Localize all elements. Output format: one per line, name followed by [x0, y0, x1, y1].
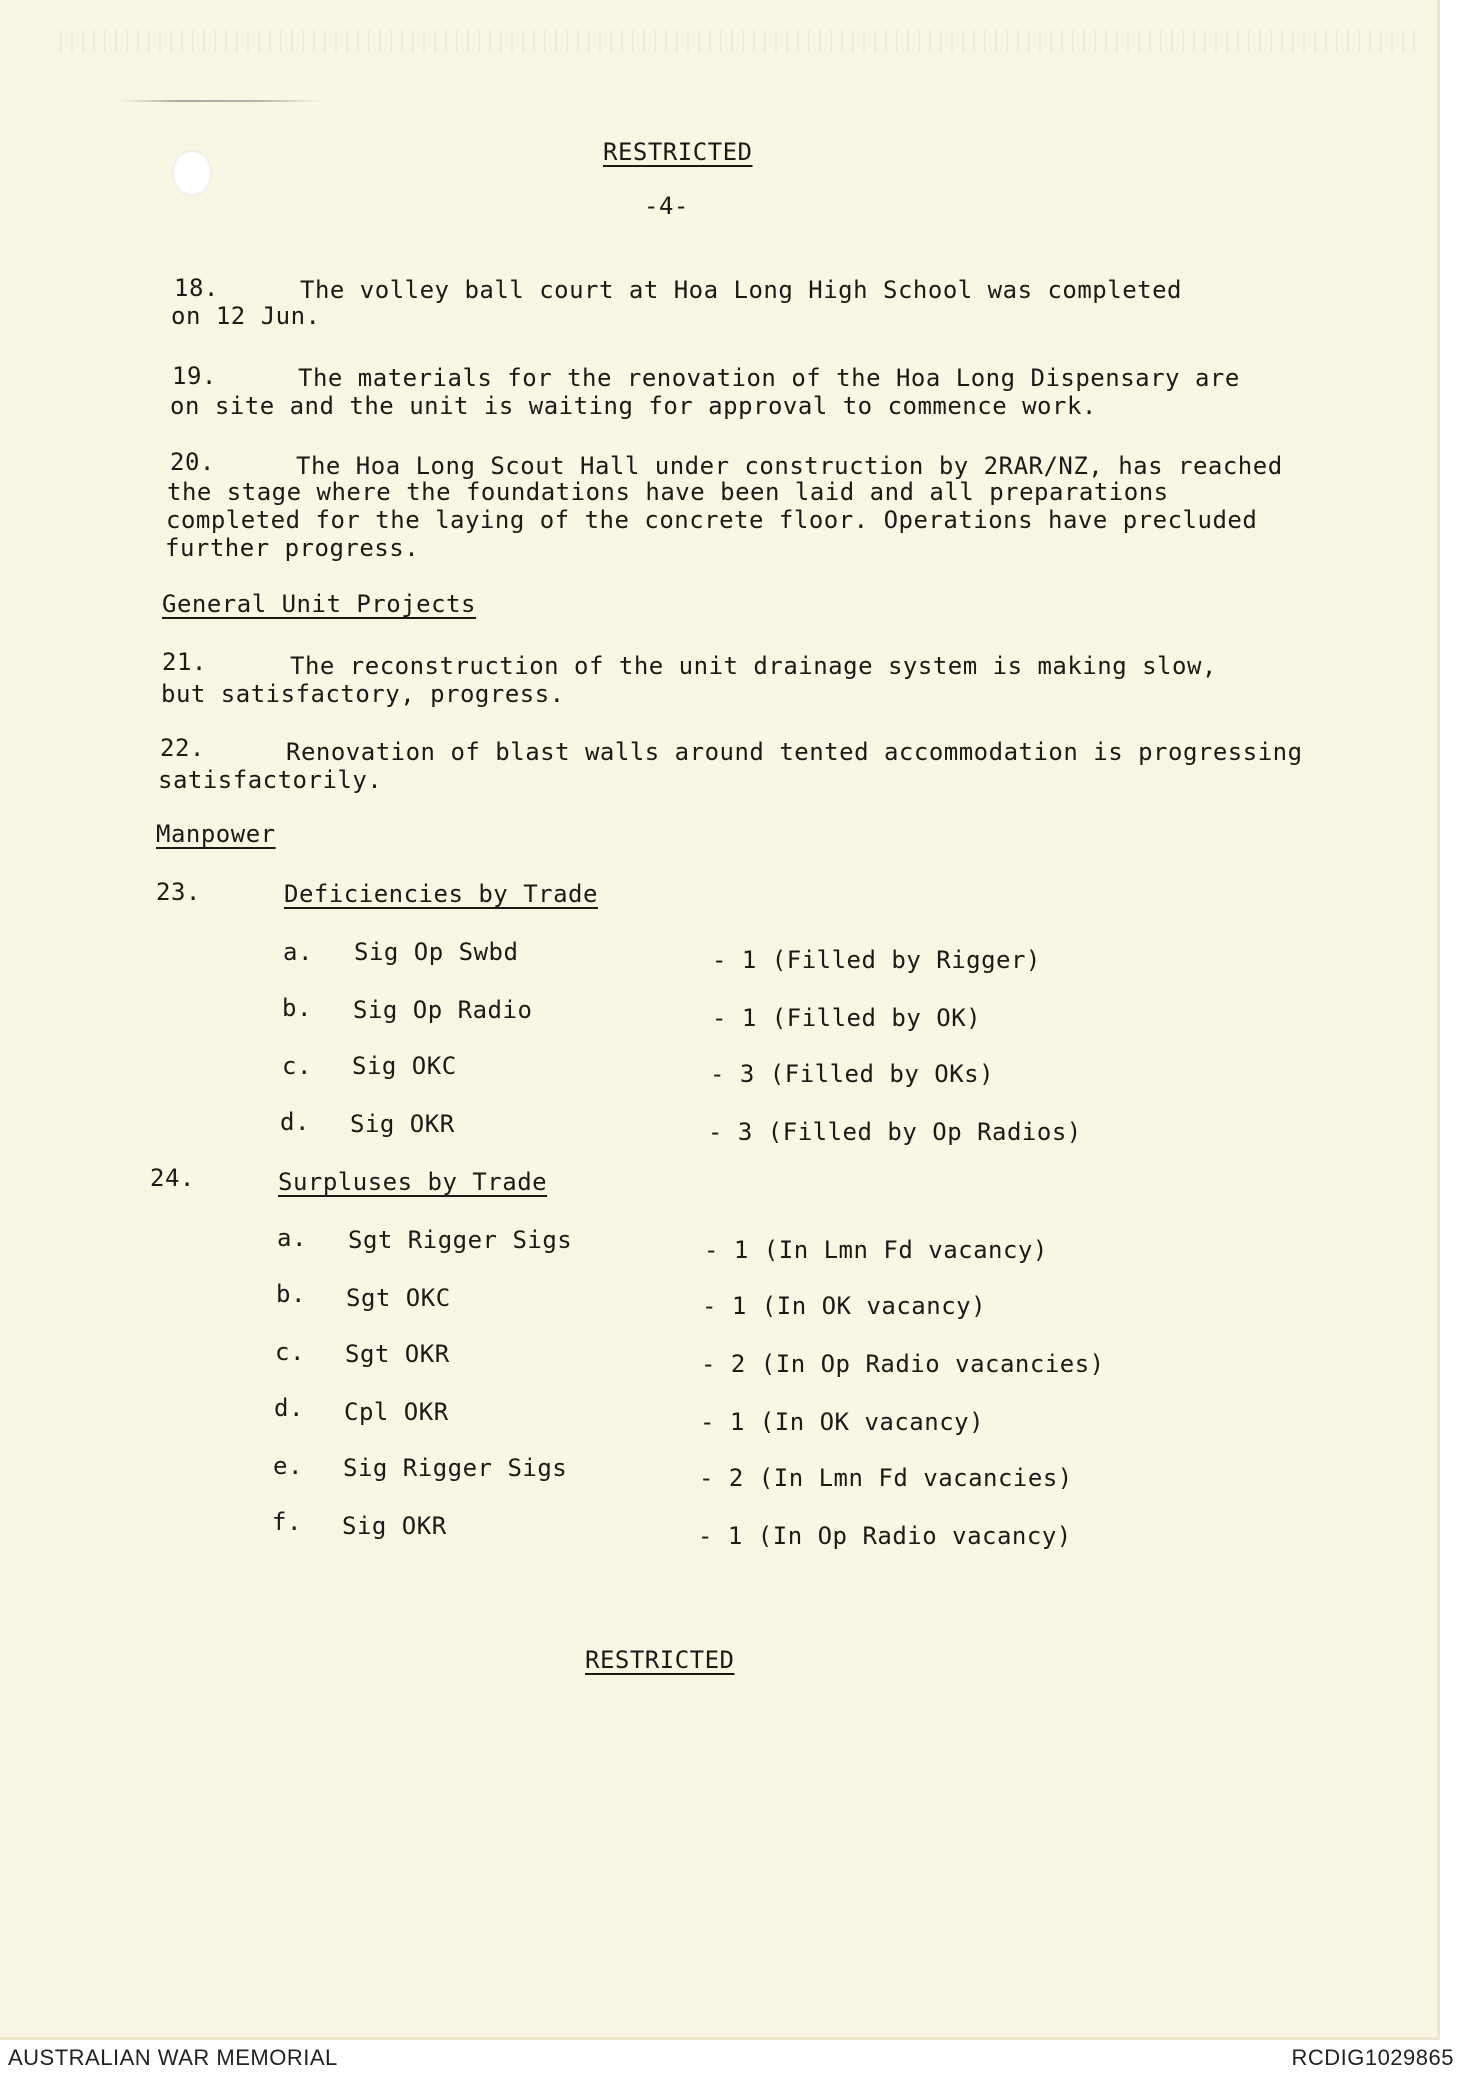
- list-letter: a.: [277, 1224, 307, 1252]
- paragraph-text: The volley ball court at Hoa Long High School was completed: [300, 276, 1183, 304]
- trade-detail: - 1 (In OK vacancy): [700, 1408, 985, 1436]
- trade-name: Sig Op Radio: [353, 996, 533, 1024]
- list-letter: c.: [275, 1338, 305, 1366]
- trade-detail: - 1 (Filled by Rigger): [712, 946, 1041, 974]
- trade-name: Sig Op Swbd: [354, 938, 519, 966]
- list-letter: a.: [283, 938, 313, 966]
- paragraph-number: 19.: [172, 362, 217, 390]
- list-letter: e.: [273, 1452, 303, 1480]
- paragraph-text: The materials for the renovation of the Hoa Long Dispensary are: [298, 364, 1240, 392]
- paragraph-number: 22.: [160, 734, 205, 762]
- section-heading: General Unit Projects: [162, 590, 476, 618]
- list-letter: d.: [274, 1394, 304, 1422]
- trade-detail: - 1 (In Op Radio vacancy): [698, 1522, 1072, 1550]
- paragraph-text: completed for the laying of the concrete floor. Operations have precluded: [166, 506, 1258, 534]
- page-number: -4-: [644, 192, 689, 220]
- scan-artifact-line: [120, 100, 320, 102]
- trade-detail: - 2 (In Op Radio vacancies): [701, 1350, 1105, 1378]
- subsection-heading: Deficiencies by Trade: [284, 880, 598, 908]
- paragraph-number: 21.: [162, 648, 207, 676]
- trade-detail: - 2 (In Lmn Fd vacancies): [699, 1464, 1073, 1492]
- trade-name: Sig OKR: [350, 1110, 455, 1138]
- trade-name: Sgt OKR: [345, 1340, 450, 1368]
- trade-detail: - 1 (In Lmn Fd vacancy): [704, 1236, 1048, 1264]
- paragraph-number: 24.: [150, 1164, 195, 1192]
- trade-name: Sig OKR: [342, 1512, 447, 1540]
- paragraph-number: 23.: [156, 878, 201, 906]
- trade-name: Sgt OKC: [346, 1284, 451, 1312]
- paragraph-text: on 12 Jun.: [171, 302, 321, 330]
- paragraph-text: The Hoa Long Scout Hall under construction by 2RAR/NZ, has reached: [296, 452, 1283, 480]
- trade-detail: - 1 (Filled by OK): [712, 1004, 982, 1032]
- section-heading: Manpower: [156, 820, 276, 848]
- paragraph-text: the stage where the foundations have been laid and all preparations: [167, 478, 1169, 506]
- trade-detail: - 3 (Filled by Op Radios): [708, 1118, 1082, 1146]
- trade-name: Cpl OKR: [344, 1398, 449, 1426]
- list-letter: b.: [282, 994, 312, 1022]
- trade-detail: - 1 (In OK vacancy): [702, 1292, 987, 1320]
- subsection-heading: Surpluses by Trade: [278, 1168, 548, 1196]
- paragraph-text: further progress.: [165, 534, 420, 562]
- list-letter: f.: [272, 1508, 302, 1536]
- paragraph-number: 18.: [174, 274, 219, 302]
- classification-header: RESTRICTED: [603, 138, 753, 166]
- classification-footer: RESTRICTED: [585, 1646, 735, 1674]
- trade-name: Sgt Rigger Sigs: [348, 1226, 573, 1254]
- trade-name: Sig OKC: [352, 1052, 457, 1080]
- list-letter: c.: [282, 1052, 312, 1080]
- paragraph-number: 20.: [170, 448, 215, 476]
- list-letter: d.: [280, 1108, 310, 1136]
- paragraph-text: satisfactorily.: [158, 766, 383, 794]
- archive-id: RCDIG1029865: [1291, 2045, 1454, 2070]
- paragraph-text: Renovation of blast walls around tented accommodation is progressing: [286, 738, 1303, 766]
- punch-hole: [172, 150, 212, 196]
- scan-artifact: [60, 30, 1420, 52]
- list-letter: b.: [276, 1280, 306, 1308]
- paragraph-text: but satisfactory, progress.: [161, 680, 565, 708]
- archive-credit: AUSTRALIAN WAR MEMORIAL: [8, 2045, 338, 2070]
- trade-detail: - 3 (Filled by OKs): [710, 1060, 995, 1088]
- paragraph-text: on site and the unit is waiting for approval to commence work.: [170, 392, 1097, 420]
- trade-name: Sig Rigger Sigs: [343, 1454, 568, 1482]
- paragraph-text: The reconstruction of the unit drainage system is making slow,: [290, 652, 1217, 680]
